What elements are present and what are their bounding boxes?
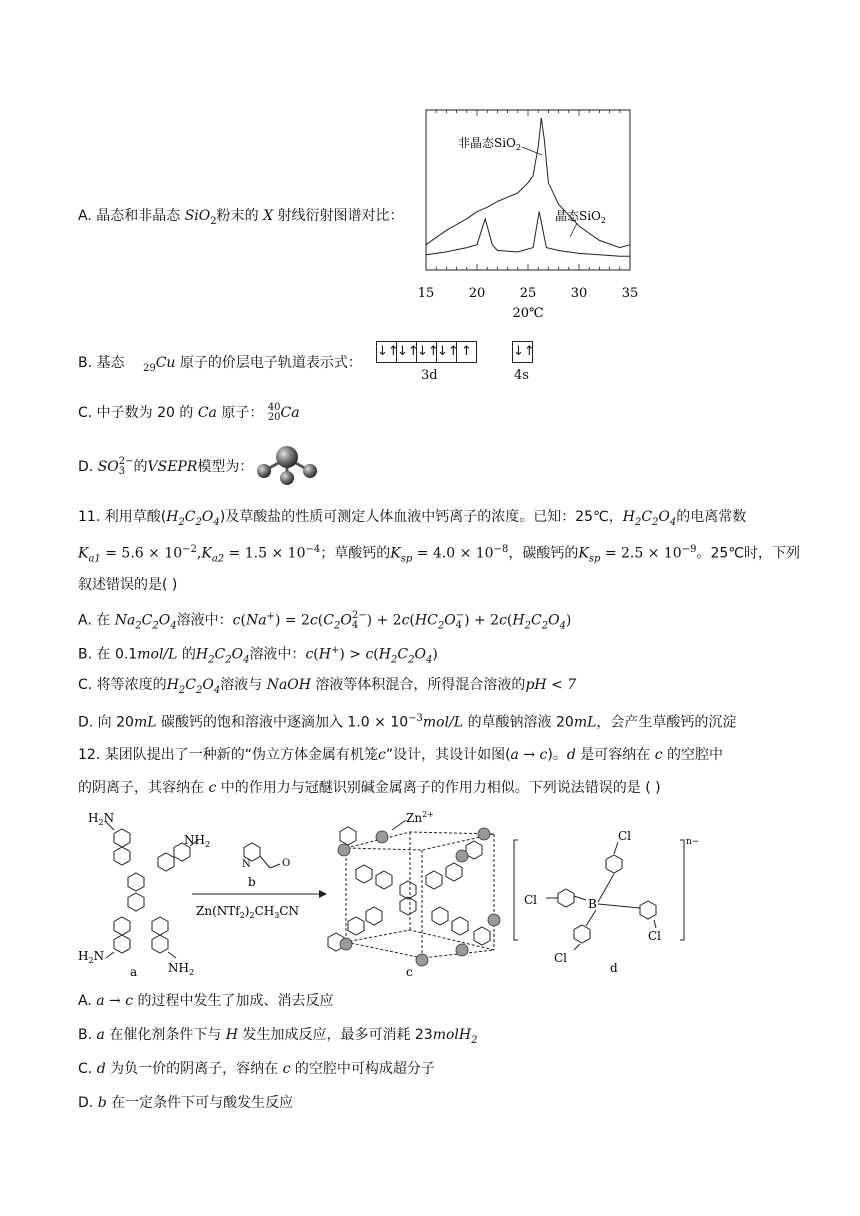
q11-a-text: 溶液中： — [176, 612, 233, 629]
q11-d-exponent: −3 — [408, 713, 423, 724]
q12-text: ”设计，其设计如图( — [385, 747, 511, 763]
option-a-mid: 粉末的 — [216, 208, 259, 224]
option-d-mid: 的 — [133, 459, 148, 475]
label-a: a — [130, 965, 138, 979]
q11-b-text: 溶液中： — [249, 646, 306, 663]
ksp1-exponent: −8 — [493, 544, 509, 555]
var-c: c — [208, 780, 217, 796]
o-atom: O — [282, 858, 291, 869]
h-symbol: H — [225, 1027, 238, 1043]
ksp2-value: = 2.5 × 10 — [604, 545, 682, 562]
tick-label: 35 — [621, 286, 639, 301]
q12-c-text: 的空腔中可构成超分子 — [294, 1061, 435, 1077]
var-c: c — [377, 747, 386, 763]
n-atom: N — [242, 859, 251, 870]
q11-text: )及草酸盐的性质可测定人体血液中钙离子的浓度。已知：25℃， — [219, 509, 623, 525]
nh2-label: $NH_2$ — [184, 833, 211, 849]
orbital-cell: ↓↑ — [513, 344, 535, 359]
q12-text: 的空腔中 — [667, 747, 723, 763]
label-amorphous-leader — [522, 147, 542, 155]
q12-text: )。 — [547, 747, 567, 763]
ca-nuclide-symbol: Ca — [280, 405, 300, 421]
naoh-formula: NaOH — [266, 677, 311, 693]
q12-b-text: 发生加成反应，最多可消耗 23 — [242, 1027, 433, 1043]
orbital-cell: ↓↑ — [377, 342, 397, 362]
b-atom: B — [588, 897, 597, 911]
q11-option-a: A. 在 $Na_2C_2O_4$溶液中：$c(Na^+) = 2c(C_2O2-$ 4 ) + $2c(HC_2O-$ 4 ) + $2c(H_2C_2O_4)$ — [78, 609, 572, 632]
ion-indices — [119, 457, 134, 477]
option-c-line — [78, 403, 300, 423]
option-b-line — [78, 353, 362, 379]
label-crystal: 晶态SiO$_2$ — [555, 209, 606, 225]
q11-d-text: 的草酸钠溶液 20 — [467, 714, 574, 731]
ksp2-exponent: −9 — [681, 544, 697, 555]
tick-label: 30 — [570, 286, 588, 301]
reaction-scheme — [74, 810, 714, 980]
x-axis-label: 20℃ — [512, 306, 544, 320]
x-symbol: X — [263, 208, 274, 224]
q11-a-text: A. 在 — [78, 612, 111, 629]
cl-atom: Cl — [648, 929, 662, 943]
var-a: a — [96, 1027, 105, 1043]
q11-c-text: 溶液与 — [220, 677, 263, 693]
anion-charge: n− — [686, 837, 700, 847]
label-d: d — [610, 961, 618, 975]
q12-text: 12. 某团队提出了一种新的“伪立方体金属有机笼 — [78, 747, 378, 763]
zn-label: $Zn^{2+}$ — [406, 810, 434, 825]
atomic-number: 29 — [142, 362, 156, 374]
q12-option-b: B. a 在催化剂条件下与 H 发生加成反应，最多可消耗 23molH$_2$ — [78, 1027, 478, 1046]
q12-option-a — [78, 991, 334, 1011]
q11-d-text: D. 向 20 — [78, 714, 134, 731]
q12-a-text: 的过程中发生了加成、消去反应 — [137, 993, 334, 1009]
option-a-text: A. 晶态和非晶态 — [78, 208, 181, 224]
q12-b-text: B. — [78, 1027, 93, 1043]
var-b: b — [97, 1095, 107, 1111]
cl-atom: Cl — [554, 951, 568, 965]
subscript: 3 — [118, 466, 126, 477]
reagent-b-label: b — [248, 875, 256, 889]
option-b-suffix: 原子的价层电子轨道表示式： — [179, 355, 362, 371]
series-amorphous-line — [426, 118, 630, 248]
label-4s: 4s — [514, 368, 529, 383]
option-b-text: B. 基态 — [78, 355, 125, 371]
var-d: d — [566, 747, 576, 763]
tick-labels — [418, 286, 639, 301]
ka2-value: = 1.5 × 10 — [228, 545, 306, 562]
ka1-exponent: −2 — [182, 544, 197, 555]
label-c: c — [406, 965, 413, 979]
option-d-line — [78, 457, 253, 477]
tick-label: 25 — [519, 286, 537, 301]
tick-label: 15 — [417, 286, 435, 301]
arrow-expr: a → c — [510, 747, 548, 763]
chart-frame — [426, 110, 630, 270]
q12-b-text: 在催化剂条件下与 — [109, 1027, 222, 1043]
so3-formula: SO — [97, 459, 119, 475]
cl-atom: Cl — [524, 893, 538, 907]
q11-b-text: 的 — [181, 646, 196, 663]
q12-text: 的阴离子，其容纳在 — [78, 780, 204, 796]
orbital-cell: ↓↑ — [417, 342, 437, 362]
orbital-cell: ↑ — [461, 344, 472, 359]
orbital-3d-box — [376, 341, 477, 363]
q12-d-text: 在一定条件下可与酸发生反应 — [111, 1095, 294, 1111]
xrd-chart — [412, 105, 647, 320]
q12-a-text: A. — [78, 993, 92, 1009]
q11-c-text: 溶液等体积混合，所得混合溶液的 — [315, 677, 526, 693]
q12-line2 — [78, 778, 661, 798]
q11-c-text: C. 将等浓度的 — [78, 677, 167, 693]
q11-line1: 11. 利用草酸$(H_2C_2O_4)$及草酸盐的性质可测定人体血液中钙离子的浓度。已知：25℃，$H_2C_2O_4$的电离常数 — [78, 509, 747, 528]
q11-text: 。25℃时，下列 — [696, 545, 800, 562]
vsepr-model-image — [254, 444, 320, 486]
cu-symbol: Cu — [155, 355, 176, 371]
nuclide-numbers — [268, 403, 281, 423]
orbital-4s-box — [512, 341, 533, 363]
atomic-number: 20 — [267, 412, 281, 423]
arrow-expr: a → c — [96, 993, 134, 1009]
ksp1-value: = 4.0 × 10 — [416, 545, 494, 562]
sio2-formula: SiO — [184, 208, 211, 224]
q11-text: ；草酸钙的 — [320, 545, 391, 562]
q12-line1 — [78, 745, 723, 765]
ca-symbol: Ca — [197, 405, 217, 421]
nh2-label: $NH_2$ — [168, 961, 195, 977]
label-3d: 3d — [421, 368, 438, 383]
unit: molH — [432, 1027, 472, 1043]
ion-charge: 2− — [118, 456, 134, 467]
q11-text: 11. 利用草酸( — [78, 509, 167, 525]
var-c: c — [654, 747, 663, 763]
orbital-cell: ↓↑ — [437, 342, 457, 362]
q11-d-text: ，会产生草酸钙的沉淀 — [596, 714, 737, 731]
option-a-line — [78, 206, 403, 232]
tick-label: 20 — [468, 286, 486, 301]
option-c-suffix: 原子： — [221, 405, 264, 421]
q11-line3: 叙述错误的是( ) — [78, 577, 178, 593]
q11-option-d: D. 向 20mL 碳酸钙的饱和溶液中逐滴加入 $1.0 \times 10^{-3}mol/L$ 的草酸钠溶液 20mL，会产生草酸钙的沉淀 — [78, 713, 737, 731]
option-a-suffix: 射线衍射图谱对比： — [277, 208, 404, 224]
option-c-text: C. 中子数为 20 的 — [78, 405, 194, 421]
ka2-exponent: −4 — [305, 544, 321, 555]
q11-d-text: 碳酸钙的饱和溶液中逐滴加入 1.0 × 10 — [160, 714, 409, 731]
q11-option-b: B. 在 0.1mol/L 的$H_2C_2O_4$溶液中：$c(H^+) > c(H_2C_2O_4)$ — [78, 645, 438, 666]
q12-text: 是可容纳在 — [580, 747, 651, 763]
ka1-value: = 5.6 × 10 — [105, 545, 183, 562]
q11-line2: $K_{a1} = 5.6 \times 10^{-2},K_{a2} = 1.5 \times 10^{-4}$；草酸钙的$K_{sp} = 4.0 \times 10^{-8}$，碳酸钙的$K_{sp} = 2.5 \times 10^{-9}$。25℃时，下列 — [78, 544, 800, 565]
reagent-conditions: $Zn(NTf_2)_2CH_3CN$ — [196, 904, 300, 920]
nh2-label: $H_2N$ — [88, 811, 115, 827]
option-d-text: D. — [78, 459, 94, 475]
q12-d-text: D. — [78, 1095, 94, 1111]
q12-text: 中的作用力与冠醚识别碱金属离子的作用力相似。下列说法错误的是 ( ) — [220, 780, 661, 796]
cage-c — [328, 827, 494, 958]
label-crystal-leader — [570, 223, 577, 237]
cl-atom: Cl — [618, 829, 632, 843]
label-amorphous: 非晶态SiO$_2$ — [458, 136, 521, 152]
mass-number: 40 — [267, 402, 281, 413]
vsepr-label: VSEPR — [147, 459, 198, 475]
q12-option-c — [78, 1059, 435, 1079]
q12-c-text: C. — [78, 1061, 93, 1077]
q12-option-d — [78, 1093, 293, 1113]
ph-expression: pH < 7 — [525, 677, 577, 693]
q11-text: ，碳酸钙的 — [508, 545, 579, 562]
q11-option-c: C. 将等浓度的$H_2C_2O_4$溶液与 NaOH 溶液等体积混合，所得混合溶液的pH < 7 — [78, 677, 577, 696]
q11-b-text: B. 在 0.1 — [78, 646, 138, 663]
unit: mol/L — [422, 714, 464, 731]
var-c: c — [282, 1061, 291, 1077]
tick-marks — [426, 110, 630, 270]
option-d-suffix: 模型为： — [197, 459, 254, 475]
orbital-cell: ↓↑ — [397, 342, 417, 362]
q11-text: 的电离常数 — [676, 509, 747, 525]
nh2-label: $H_2N$ — [78, 949, 105, 965]
var-d: d — [96, 1061, 106, 1077]
q12-c-text: 为负一价的阴离子，容纳在 — [110, 1061, 279, 1077]
subscript: 2 — [210, 215, 217, 227]
